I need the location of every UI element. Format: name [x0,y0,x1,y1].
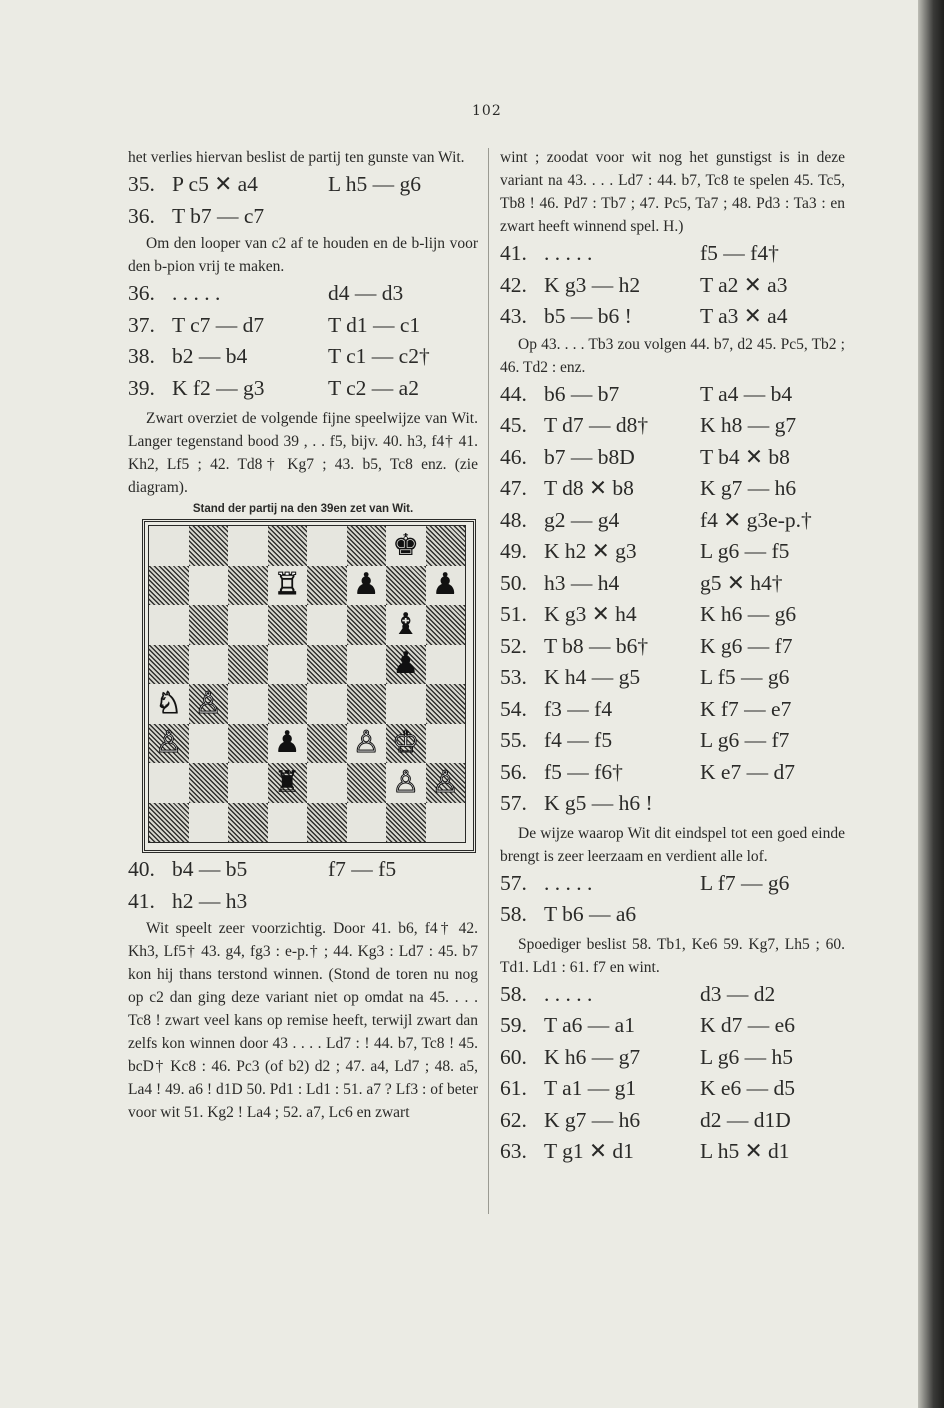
board-square [149,566,189,606]
annotation-text: Om den looper van c2 af te houden en de b-lijn voor den b-pion vrij te maken. [128,235,478,275]
board-square [347,724,387,764]
move-number: 57. [500,870,527,895]
white-move: h3 — h4 [544,570,620,595]
move-row [500,568,845,600]
black-move: g5 ✕ h4† [700,570,783,595]
board-square [347,645,387,685]
white-move: T a6 — a1 [544,1013,635,1037]
board-square [386,684,426,724]
white-piece-icon: ♖ [273,567,301,603]
right-intro-text: wint ; zoodat voor wit nog het gunstigst is in deze variant na 43. . . . Ld7 : 44. b7, Tc8 te spelen 45. Tc5, Tb8 ! 46. Pd7 : Tb7 ; 47. Pc5, Ta7 ; 48. Pd3 : Ta3 : en zwart heeft winnend spel. H.) [500,149,845,235]
board-square [386,566,426,606]
board-square [268,645,308,685]
move-number: 62. [500,1107,527,1132]
move-number: 45. [500,413,527,437]
white-move: K h6 — g7 [544,1044,641,1069]
annotation-text: Zwart overziet de volgende fijne speelwijze van Wit. Langer tegenstand bood 39 , . . f5, bijv. 40. h3, f4† 41. Kh2, Lf5 ; 42. Td8† Kg7 ; 43. b5, Tc8 enz. (zie diagram). [128,410,478,496]
board-square [426,724,466,764]
white-move: f5 — f6† [544,759,623,784]
black-move: K e6 — d5 [700,1076,795,1100]
annotation-text: Op 43. . . . Tb3 zou volgen 44. b7, d2 45. Pc5, Tb2 ; 46. Td2 : enz. [500,335,845,376]
black-move: K f7 — e7 [700,696,792,721]
white-piece-icon: ♙ [431,764,459,800]
move-number: 49. [500,539,527,563]
board-square [228,763,268,803]
board-square [149,803,189,843]
black-move: K h8 — g7 [700,413,797,437]
chess-board [148,525,466,843]
black-move: T c2 — a2 [328,375,419,400]
board-square [426,803,466,843]
black-move: d4 — d3 [328,281,404,305]
board-square [426,566,466,606]
white-piece-icon: ♘ [155,685,183,721]
move-number: 51. [500,602,527,626]
white-move: K h4 — g5 [544,665,641,689]
white-move: . . . . . [544,241,593,265]
white-move: T b6 — a6 [544,902,637,926]
board-square [347,566,387,606]
board-square [426,684,466,724]
black-move: K d7 — e6 [700,1013,795,1037]
board-square [189,605,229,645]
black-move: L g6 — f7 [700,728,790,752]
move-number: 35. [128,172,155,196]
white-piece-icon: ♔ [392,725,420,761]
move-number: 36. [128,281,155,305]
move-number: 38. [128,344,155,368]
move-row [500,979,845,1011]
white-move: T g1 ✕ d1 [544,1139,634,1163]
board-square [228,566,268,606]
board-square [268,763,308,803]
board-square [347,763,387,803]
move-number: 40. [128,857,155,881]
page-number: 102 [472,103,502,119]
move-row [128,854,478,886]
white-move: K g3 ✕ h4 [544,602,637,626]
board-square [386,526,426,566]
black-move: T a4 — b4 [700,381,793,406]
white-move: f3 — f4 [544,696,613,721]
black-move: L h5 ✕ d1 [700,1139,790,1163]
move-row [500,788,845,820]
black-move: f7 — f5 [328,857,397,881]
move-row [500,757,845,789]
board-square [189,763,229,803]
black-move: f4 ✕ g3e-p.† [700,507,812,532]
board-square [268,605,308,645]
board-square [228,526,268,566]
board-square [268,684,308,724]
right-column [500,146,845,1168]
black-move: K e7 — d7 [700,759,795,784]
move-number: 47. [500,476,527,500]
black-move: K h6 — g6 [700,602,797,626]
white-move: b2 — b4 [172,344,248,368]
annotation-text: De wijze waarop Wit dit eindspel tot een goed einde brengt is zeer leerzaam en verdient alle lof. [500,824,845,865]
board-square [149,605,189,645]
move-row [500,536,845,568]
white-move: K g7 — h6 [544,1107,641,1132]
board-square [386,763,426,803]
black-piece-icon: ♟ [431,567,459,603]
page-edge [918,0,944,1408]
white-move: b4 — b5 [172,857,248,881]
board-square [307,724,347,764]
board-square [149,684,189,724]
board-square [347,803,387,843]
move-row [500,599,845,631]
move-number: 52. [500,633,527,658]
white-move: f4 — f5 [544,728,613,752]
board-square [189,645,229,685]
move-number: 56. [500,759,527,784]
board-square [347,526,387,566]
board-square [426,526,466,566]
board-square [386,645,426,685]
white-piece-icon: ♙ [155,725,183,761]
move-row [500,379,845,411]
board-square [228,684,268,724]
move-row [500,1105,845,1137]
white-move: P c5 ✕ a4 [172,172,258,196]
move-row [500,473,845,505]
white-move: T b7 — c7 [172,203,265,228]
move-number: 61. [500,1076,527,1100]
white-move: T a1 — g1 [544,1076,637,1100]
board-square [189,566,229,606]
black-piece-icon: ♟ [273,725,301,761]
move-number: 46. [500,444,527,469]
move-list [500,238,845,333]
board-square [307,526,347,566]
move-number: 63. [500,1139,527,1163]
move-row [128,886,478,918]
white-move: . . . . . [172,281,221,305]
move-number: 39. [128,375,155,400]
black-move: T b4 ✕ b8 [700,444,790,469]
move-row [500,410,845,442]
black-piece-icon: ♜ [273,764,301,800]
black-move: T d1 — c1 [328,312,421,337]
black-move: d3 — d2 [700,981,776,1006]
white-move: . . . . . [544,981,593,1006]
black-move: L g6 — h5 [700,1044,793,1069]
move-row [500,662,845,694]
move-list [128,278,478,404]
annotation-text: Wit speelt zeer voorzichtig. Door 41. b6, f4† 42. Kh3, Lf5† 43. g4, fg3 : e-p.† ; 44. Kg3 : Ld7 : 45. b7 kon hij thans terstond winnen. (Stond de toren nu nog op c2 dan ging deze variant niet op omdat na 45. . . . Tc8 ! zwart veel kans op remise heeft, terwijl zwart dan zelfs kon winnen door 43 . . . . Ld7 : ! 44. b7, Tc8 ! 45. bcD† Kc8 : 46. Pc3 (of b2) d2 ; 47. a4, Ld7 ; 48. a5, La4 ! 49. a6 ! d1D 50. Pd1 : Ld1 : 51. a7 ? Lf3 : of beter voor wit 51. Kg2 ! La4 ; 52. a7, Lc6 en zwart [128,920,478,1121]
black-move: L f5 — g6 [700,665,790,689]
white-piece-icon: ♙ [194,685,222,721]
white-move: T b8 — b6† [544,633,649,658]
board-square [189,724,229,764]
board-square [307,645,347,685]
board-square [149,526,189,566]
move-row [500,631,845,663]
left-intro-text: het verlies hiervan beslist de partij ten gunste van Wit. [128,149,465,166]
black-move: T c1 — c2† [328,344,430,368]
move-row [128,373,478,405]
board-square [268,526,308,566]
move-number: 42. [500,272,527,297]
board-square [426,763,466,803]
board-square [307,763,347,803]
move-row [128,278,478,310]
move-number: 48. [500,507,527,532]
move-number: 36. [128,203,155,228]
board-square [149,645,189,685]
board-square [307,566,347,606]
white-move: g2 — g4 [544,507,620,532]
move-list [500,868,845,931]
diagram-caption: Stand der partij na den 39en zet van Wit. [192,503,414,515]
black-piece-icon: ♝ [392,606,420,642]
white-piece-icon: ♙ [352,725,380,761]
move-number: 44. [500,381,527,406]
move-row [500,1010,845,1042]
move-list [128,169,478,232]
move-number: 43. [500,304,527,328]
move-number: 53. [500,665,527,689]
move-row [500,442,845,474]
move-number: 50. [500,570,527,595]
move-row [500,1042,845,1074]
board-square [228,605,268,645]
move-number: 57. [500,791,527,815]
board-square [307,684,347,724]
black-move: T a3 ✕ a4 [700,304,788,328]
move-row [500,1073,845,1105]
move-list [500,379,845,820]
board-square [189,684,229,724]
move-row [500,270,845,302]
board-square [386,803,426,843]
black-move: L h5 — g6 [328,172,421,196]
board-square [189,526,229,566]
black-move: K g6 — f7 [700,633,793,658]
move-row [128,310,478,342]
black-move: K g7 — h6 [700,476,797,500]
move-number: 41. [500,241,527,265]
move-number: 37. [128,312,155,337]
board-square [347,684,387,724]
move-row [500,868,845,900]
white-move: b7 — b8D [544,444,635,469]
board-square [347,605,387,645]
black-move: T a2 ✕ a3 [700,272,788,297]
white-move: . . . . . [544,870,593,895]
annotation-text: Spoediger beslist 58. Tb1, Ke6 59. Kg7, Lh5 ; 60. Td1. Ld1 : 61. f7 en wint. [500,935,845,976]
black-move: f5 — f4† [700,241,779,265]
board-square [386,724,426,764]
move-number: 55. [500,728,527,752]
board-square [268,724,308,764]
black-move: L f7 — g6 [700,870,790,895]
black-piece-icon: ♟ [352,567,380,603]
board-square [268,803,308,843]
white-move: K g5 — h6 ! [544,791,653,815]
move-row [500,725,845,757]
move-number: 59. [500,1013,527,1037]
move-number: 58. [500,902,527,926]
white-move: T c7 — d7 [172,312,265,337]
white-piece-icon: ♙ [392,764,420,800]
white-move: K g3 — h2 [544,272,641,297]
move-row [128,201,478,233]
move-row [500,899,845,931]
white-move: T d7 — d8† [544,413,649,437]
board-square [426,605,466,645]
black-piece-icon: ♟ [392,646,420,682]
move-number: 54. [500,696,527,721]
move-number: 58. [500,981,527,1006]
move-row [500,1136,845,1168]
white-move: K f2 — g3 [172,375,265,400]
move-row [500,505,845,537]
move-row [500,301,845,333]
black-piece-icon: ♚ [392,527,420,563]
black-move: L g6 — f5 [700,539,790,563]
move-list [500,979,845,1168]
white-move: h2 — h3 [172,888,248,913]
white-move: b5 — b6 ! [544,304,632,328]
white-move: b6 — b7 [544,381,620,406]
move-row [128,169,478,201]
left-column [128,146,478,1124]
move-row [500,694,845,726]
board-square [268,566,308,606]
board-square [228,645,268,685]
board-square [307,803,347,843]
board-square [149,724,189,764]
column-divider [488,148,489,1214]
move-number: 41. [128,888,155,913]
board-square [228,724,268,764]
board-square [228,803,268,843]
white-move: T d8 ✕ b8 [544,476,634,500]
move-number: 60. [500,1044,527,1069]
board-square [386,605,426,645]
black-move: d2 — d1D [700,1107,791,1132]
board-square [426,645,466,685]
board-square [307,605,347,645]
board-square [149,763,189,803]
move-row [128,341,478,373]
chess-diagram [142,519,476,853]
move-row [500,238,845,270]
board-square [189,803,229,843]
white-move: K h2 ✕ g3 [544,539,637,563]
move-list [128,854,478,917]
